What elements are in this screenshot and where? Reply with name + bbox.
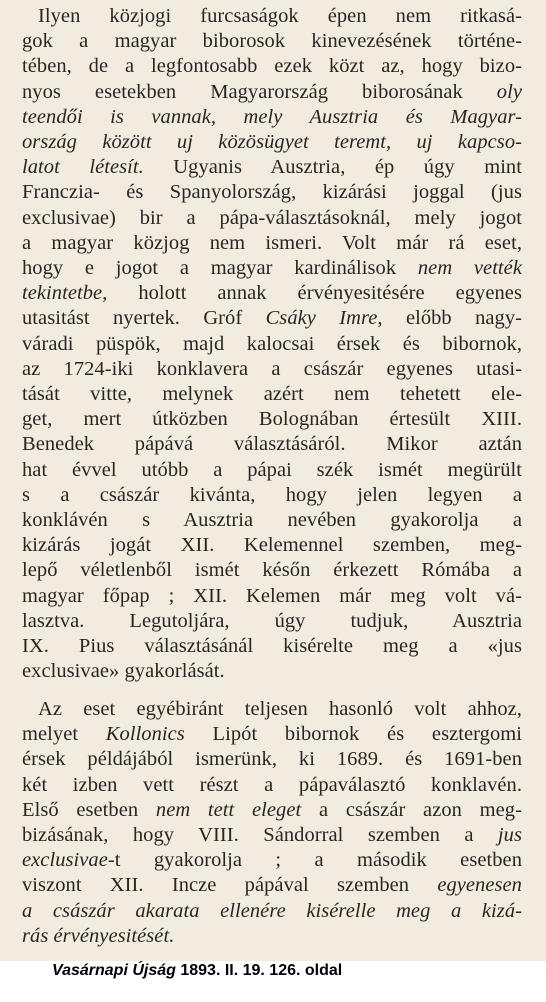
text-run: viszont XII. Incze pápával szemben (22, 874, 438, 897)
text-line (22, 432, 522, 457)
text-run: hat évvel utóbb a pápai szék ismét megürült (22, 458, 522, 481)
italic-text: jus (497, 824, 522, 846)
text-line (22, 357, 522, 382)
text-run: magyar főpap ; XII. Kelemen már meg volt vá- (22, 584, 522, 607)
italic-text: Kollonics (105, 723, 185, 746)
text-line (22, 332, 522, 357)
text-line (22, 483, 522, 508)
text-run: exclusivae» gyakorlását. (22, 660, 225, 683)
italic-text: oly (496, 80, 522, 103)
caption-details: 1893. II. 19. 126. oldal (175, 962, 343, 979)
caption-publication: Vasárnapi Újság (52, 962, 176, 979)
text-run: s a császár kivánta, hogy jelen legyen a (22, 483, 522, 506)
text-line (22, 558, 522, 583)
text-run: bizásának, hogy VIII. Sándorral szemben a (22, 824, 498, 846)
text-line (22, 256, 522, 281)
italic-text: egyenesen (437, 874, 522, 897)
text-line (22, 609, 522, 634)
text-line (22, 382, 522, 407)
italic-text: teendői is vannak, mely Ausztria és Magyar- (22, 105, 522, 128)
text-run: lasztva. Legutoljára, úgy tudjuk, Ausztria (22, 609, 522, 632)
text-run: Az eset egyébiránt teljesen hasonló volt ahhoz, (38, 698, 522, 720)
text-run: Ugyanis Ausztria, ép úgy mint (143, 156, 522, 179)
text-line (22, 29, 522, 54)
text-line (22, 105, 522, 130)
italic-text: Csáky Imre (265, 307, 378, 330)
text-line (22, 508, 522, 533)
text-line (22, 924, 522, 949)
text-run: tében, de a legfontosabb ezek közt az, hogy bizo- (22, 55, 522, 78)
text-line (22, 584, 522, 609)
text-run: holott annak érvényesitésére egyenes (107, 282, 522, 305)
text-line (22, 722, 522, 747)
text-run: Lipót bibornok és esztergomi (184, 723, 522, 746)
italic-text: nem tett eleget (155, 798, 302, 821)
text-run: váradi püspök, majd kalocsai érsek és bibornok, (22, 332, 522, 355)
italic-text: tekintetbe, (22, 282, 108, 305)
text-run: melyet (22, 723, 106, 746)
text-run: Benedek pápává választásáról. Mikor aztán (22, 433, 522, 456)
text-run: exclusivae) bir a pápa-választásoknál, mely jogot (22, 206, 522, 229)
italic-text: nem vették (417, 257, 522, 279)
text-line (22, 848, 522, 873)
text-line (22, 306, 522, 331)
text-line (22, 458, 522, 483)
text-run: utasitást nyertek. Gróf (22, 307, 266, 330)
text-run: get, mert útközben Bolognában értesült XIII. (22, 408, 522, 431)
source-caption (52, 961, 342, 981)
text-run: gok a magyar biborosok kinevezésének történe- (22, 30, 522, 53)
text-line (22, 80, 522, 105)
text-line (22, 281, 522, 306)
text-run: konklávén s Ausztria nevében gyakorolja a (22, 509, 522, 531)
text-line (22, 747, 522, 772)
text-run: hogy e jogot a magyar kardinálisok (22, 257, 418, 279)
text-run: -t gyakorolja ; a második esetben (107, 849, 522, 872)
text-run: a magyar közjog nem ismeri. Volt már rá eset, (22, 231, 522, 254)
text-run: a császár azon meg- (301, 798, 522, 821)
italic-text: rás érvényesitését. (22, 924, 175, 947)
text-line (22, 54, 522, 79)
italic-text: a császár akarata ellenére kisérelle meg a kizá- (22, 899, 522, 922)
text-line (22, 231, 522, 256)
text-line (22, 773, 522, 798)
text-run: Franczia- és Spanyolország, kizárási joggal (jus (22, 181, 522, 204)
text-run: IX. Pius választásánál kisérelte meg a «jus (22, 635, 522, 657)
text-line (38, 4, 522, 29)
text-run: nyos esetekben Magyarország biborosának (22, 80, 497, 103)
text-run: lepő véletlenből ismét későn érkezett Rómába a (22, 559, 522, 582)
text-line (22, 155, 522, 180)
italic-text: ország között uj közösügyet teremt, uj kapcso- (22, 131, 522, 153)
text-line (22, 823, 522, 848)
text-run: kizárás jogát XII. Kelemennel szemben, meg- (22, 534, 522, 557)
text-line (22, 206, 522, 231)
italic-text: exclusivae (22, 849, 108, 872)
text-line (38, 697, 522, 722)
text-run: két izben vett részt a pápaválasztó konklavén. (22, 773, 522, 796)
text-run: tását vitte, melynek azért nem tehetett ele- (22, 383, 522, 405)
text-run: érsek példájából ismerünk, ki 1689. és 1691-ben (22, 748, 522, 771)
text-run: az 1724-iki konklavera a császár egyenes utasi- (22, 357, 522, 380)
text-line (22, 407, 522, 432)
text-run: Első esetben (22, 798, 156, 821)
text-line (22, 634, 522, 659)
text-run: , előbb nagy- (377, 307, 523, 330)
text-line (22, 533, 522, 558)
text-line (22, 798, 522, 823)
text-line (22, 899, 522, 924)
text-line (22, 180, 522, 205)
text-line (22, 659, 522, 684)
text-line (22, 130, 522, 155)
text-line (22, 873, 522, 898)
text-run: Ilyen közjogi furcsaságok épen nem ritkasá- (38, 5, 522, 27)
italic-text: latot létesít. (22, 156, 144, 179)
